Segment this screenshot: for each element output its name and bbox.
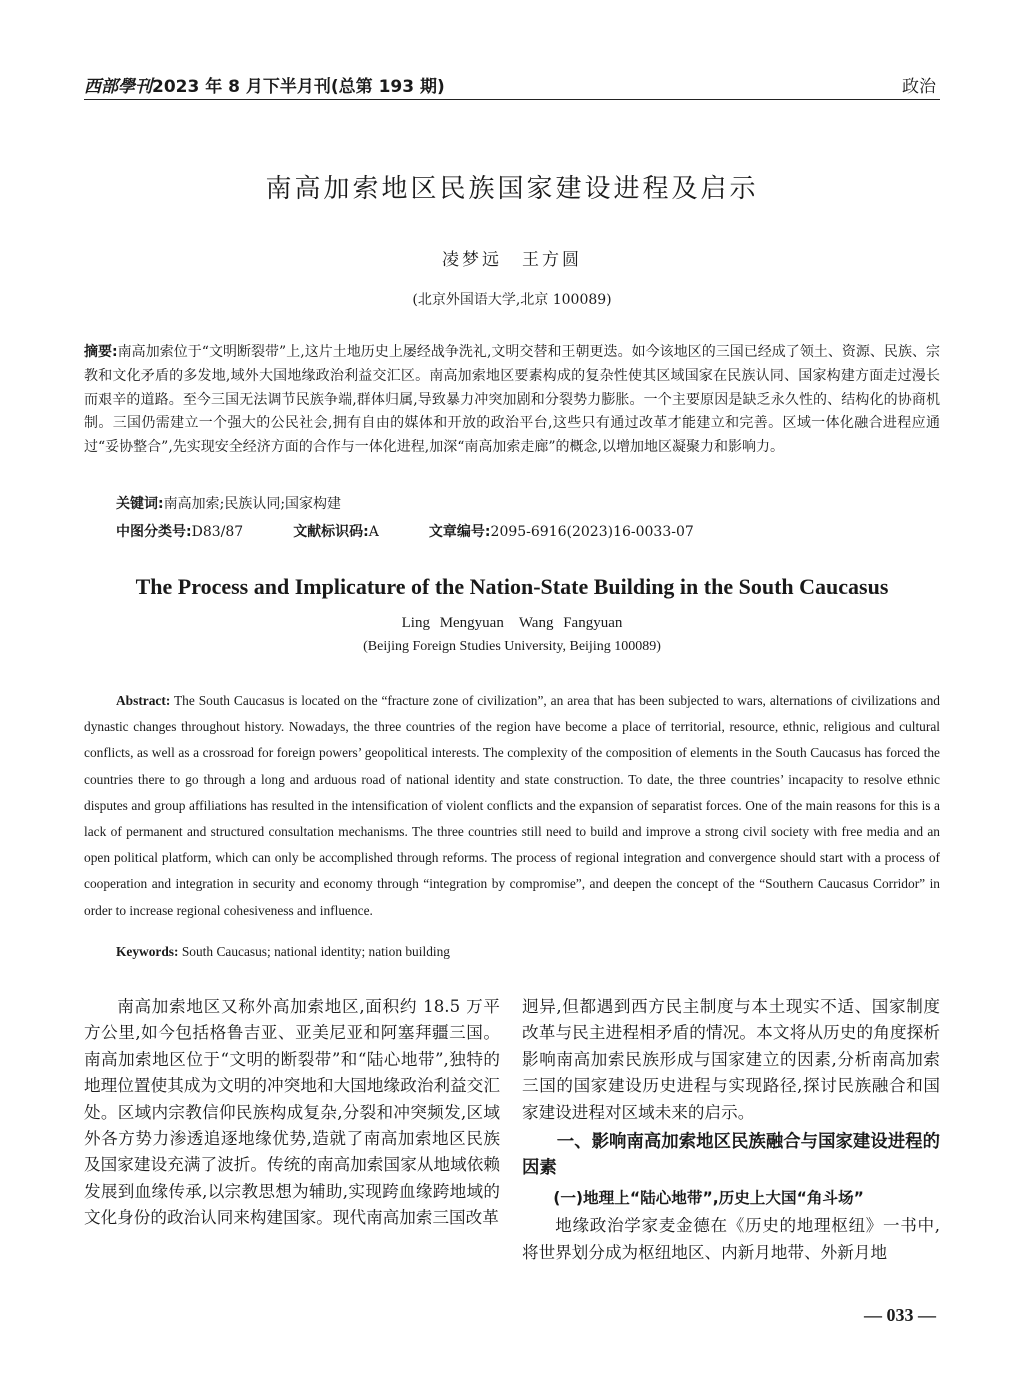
clc-label: 中图分类号: (116, 524, 192, 540)
keywords-en-text: South Caucasus; national identity; nation building (181, 944, 451, 959)
keywords-cn (116, 493, 341, 513)
keywords-en (116, 944, 450, 960)
article-title-en: The Process and Implicature of the Nation-State Building in the South Caucasus (135, 574, 889, 599)
subsection-heading-1: (一)地理上“陆心地带”,历史上大国“角斗场” (553, 1188, 864, 1207)
authors-en: Ling Mengyuan Wang Fangyuan (401, 615, 623, 631)
affiliation-en: (Beijing Foreign Studies University, Beijing 100089) (363, 639, 661, 654)
abstract-en-label: Abstract: (116, 693, 171, 708)
section-label: 政治 (902, 77, 936, 97)
abstract-cn-text: 南高加索位于“文明断裂带”上,这片土地历史上屡经战争洗礼,文明交替和王朝更迭。如今该地区的三国已经成了领土、资源、民族、宗教和文化矛盾的多发地,域外大国地缘政治利益交汇区。南高加索地区要素构成的复杂性使其区域国家在民族认同、国家构建方面走过漫长而艰辛的道路。至今三国无法调节民族争端,群体归属,导致暴力冲突加剧和分裂势力膨胀。一个主要原因是缺乏永久性的、结构化的协商机制。三国仍需建立一个强大的公民社会,拥有自由的媒体和开放的政治平台,这些只有通过改革才能建立和完善。区域一体化融合进程应通过“妥协整合”,先实现安全经济方面的合作与一体化进程,加深“南高加索走廊”的概念,以增加地区凝聚力和影响力。 (84, 344, 940, 456)
section-heading-1: 一、影响南高加索地区民族融合与国家建设进程的因素 (522, 1132, 940, 1179)
doc-code-value: A (368, 524, 379, 540)
keywords-cn-text: 南高加索;民族认同;国家构建 (163, 496, 342, 512)
classification-row (116, 521, 694, 541)
body-paragraph: 南高加索地区又称外高加索地区,面积约 18.5 万平方公里,如今包括格鲁吉亚、亚美尼亚和阿塞拜疆三国。南高加索地区位于“文明的断裂带”和“陆心地带”,独特的地理位置使其成为文明的冲突地和大国地缘政治利益交汇处。区域内宗教信仰民族构成复杂,分裂和冲突频发,区域外各方势力渗透追逐地缘优势,造就了南高加索地区民族及国家建设充满了波折。传统的南高加索国家从地域依赖发展到血缘传承,以宗教思想为辅助,实现跨血缘跨地域的文化身份的政治认同来构建国家。现代南高加索三国改革 (84, 997, 500, 1228)
journal-header (84, 72, 445, 97)
authors-cn: 凌梦远 王方圆 (442, 250, 582, 270)
article-number-label: 文章编号: (428, 524, 491, 540)
doc-code-label: 文献标识码: (293, 524, 369, 540)
article-title-cn: 南高加索地区民族国家建设进程及启示 (265, 174, 759, 204)
keywords-cn-label: 关键词: (116, 496, 164, 512)
abstract-en-text: The South Caucasus is located on the “fracture zone of civilization”, an area that has been subjected to wars, alternations of civilizations and dynastic changes throughout history. Nowadays, the three countries of the region have become a place of territorial, resource, ethnic, religious and cultural conflicts, as well as a crossroad for foreign powers’ geopolitical interests. The complexity of the composition of elements in the South Caucasus has forced the countries there to go through a long and arduous road of national identity and state construction. To date, the three countries’ incapacity to resolve ethnic disputes and group affiliations has resulted in the intensification of violent conflicts and the expansion of separatist forces. One of the main reasons for this is a lack of permanent and structured consultation mechanisms. The three countries still need to build and improve a strong civil society with free media and an open political platform, which can only be accomplished through reforms. The process of regional integration and convergence should start with a process of cooperation and integration in security and economy through “integration by compromise”, and deepen the concept of the “Southern Caucasus Corridor” in order to increase regional cohesiveness and influence. (84, 693, 940, 918)
clc-value: D83/87 (191, 524, 244, 540)
body-paragraph: 地缘政治学家麦金德在《历史的地理枢纽》一书中,将世界划分成为枢纽地区、内新月地带、外新月地 (522, 1216, 940, 1262)
abstract-cn-label: 摘要: (84, 344, 118, 360)
body-paragraph-continued: 迥异,但都遇到西方民主制度与本土现实不适、国家制度改革与民主进程相矛盾的情况。本文将从历史的角度探析影响南高加索民族形成与国家建立的因素,分析南高加索三国的国家建设历史进程与实现路径,探讨民族融合和国家建设进程对区域未来的启示。 (522, 997, 940, 1122)
abstract-en (84, 688, 940, 924)
page-number: — 033 — (864, 1305, 936, 1325)
abstract-cn (84, 341, 940, 460)
keywords-en-label: Keywords: (116, 944, 179, 959)
header-rule (84, 99, 940, 100)
article-number-value: 2095-6916(2023)16-0033-07 (490, 524, 694, 540)
body-column-left (84, 994, 500, 1232)
journal-logo: 西部學刊 (84, 77, 152, 97)
issue-info: 2023 年 8 月下半月刊(总第 193 期) (152, 77, 445, 97)
body-column-right (522, 994, 940, 1266)
affiliation-cn: (北京外国语大学,北京 100089) (412, 292, 612, 308)
